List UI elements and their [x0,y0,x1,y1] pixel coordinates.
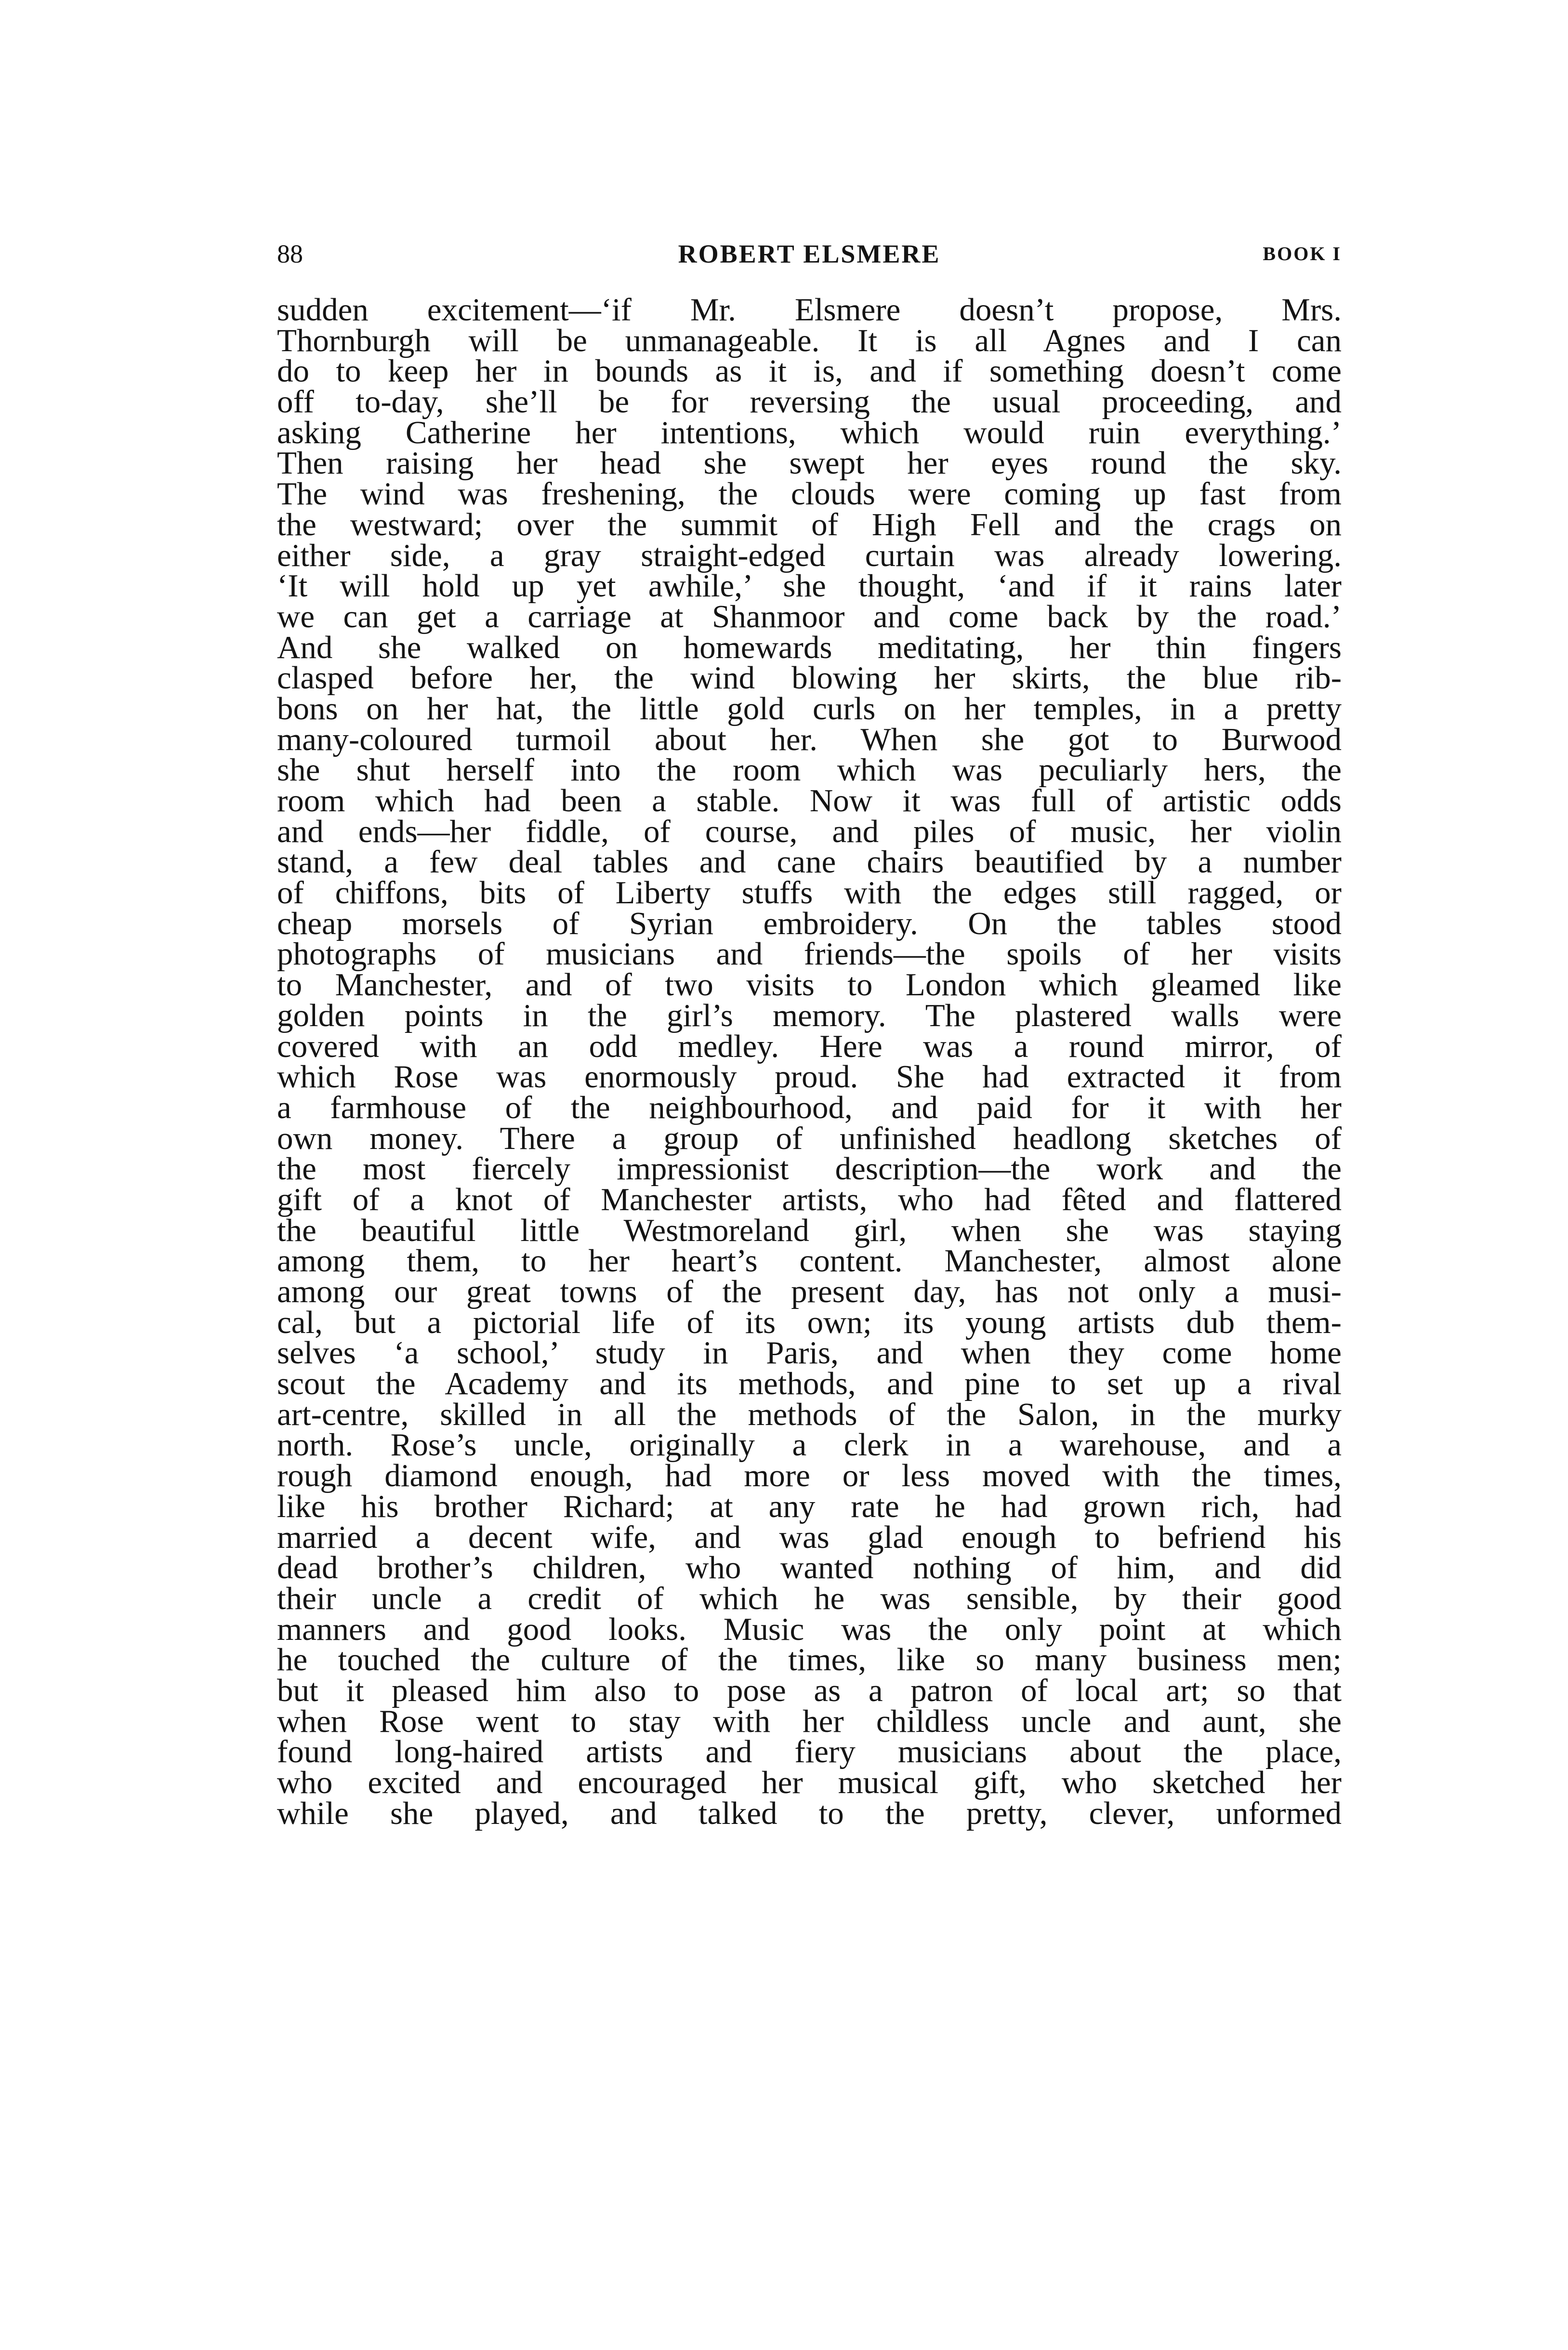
text-line: among our great towns of the present day, has not only a musi- [277,1274,1342,1309]
book-marker: BOOK I [1263,243,1342,264]
text-line: art-centre, skilled in all the methods of the Salon, in the murky [277,1396,1342,1432]
text-line: Thornburgh will be unmanageable. It is all Agnes and I can [277,322,1342,358]
text-line: sudden excitement—‘if Mr. Elsmere doesn’t propose, Mrs. [277,292,1342,328]
text-line: she shut herself into the room which was peculiarly hers, the [277,752,1342,788]
text-line: do to keep her in bounds as it is, and if something doesn’t come [277,353,1342,389]
running-title: ROBERT ELSMERE [678,239,941,268]
text-line: room which had been a stable. Now it was full of artistic odds [277,783,1342,819]
text-line: photographs of musicians and friends—the spoils of her visits [277,936,1342,972]
text-line: while she played, and talked to the pretty, clever, unformed [277,1795,1342,1831]
text-line: when Rose went to stay with her childless uncle and aunt, she [277,1703,1342,1739]
text-line: and ends—her fiddle, of course, and piles of music, her violin [277,813,1342,849]
text-line: stand, a few deal tables and cane chairs beautified by a number [277,844,1342,880]
text-line: many-coloured turmoil about her. When she got to Burwood [277,721,1342,757]
text-line: own money. There a group of unfinished headlong sketches of [277,1120,1342,1156]
text-line: cheap morsels of Syrian embroidery. On the tables stood [277,905,1342,941]
text-line: golden points in the girl’s memory. The plastered walls were [277,997,1342,1033]
text-line: covered with an odd medley. Here was a round mirror, of [277,1028,1342,1064]
text-line: the westward; over the summit of High Fell and the crags on [277,506,1342,542]
text-line: married a decent wife, and was glad enough to befriend his [277,1519,1342,1555]
text-line: to Manchester, and of two visits to London which gleamed like [277,967,1342,1003]
text-line: gift of a knot of Manchester artists, who had fêted and flattered [277,1181,1342,1217]
text-line: of chiffons, bits of Liberty stuffs with the edges still ragged, or [277,875,1342,911]
text-line: the beautiful little Westmoreland girl, when she was staying [277,1212,1342,1248]
text-line: rough diamond enough, had more or less moved with the times, [277,1458,1342,1494]
text-line: asking Catherine her intentions, which would ruin everything.’ [277,414,1342,450]
text-line: And she walked on homewards meditating, her thin fingers [277,629,1342,665]
text-line: either side, a gray straight-edged curtain was already lowering. [277,537,1342,573]
text-line: manners and good looks. Music was the only point at which [277,1611,1342,1647]
text-line: he touched the culture of the times, like so many business men; [277,1642,1342,1678]
text-line: who excited and encouraged her musical gift, who sketched her [277,1765,1342,1800]
text-line: cal, but a pictorial life of its own; its young artists dub them- [277,1304,1342,1340]
text-line: bons on her hat, the little gold curls on her temples, in a pretty [277,690,1342,726]
text-line: ‘It will hold up yet awhile,’ she thought, ‘and if it rains later [277,568,1342,604]
text-line: north. Rose’s uncle, originally a clerk in a warehouse, and a [277,1427,1342,1463]
running-head [277,237,1342,271]
text-line: The wind was freshening, the clouds were coming up fast from [277,476,1342,512]
text-line: but it pleased him also to pose as a patron of local art; so that [277,1672,1342,1708]
text-line: selves ‘a school,’ study in Paris, and when they come home [277,1335,1342,1371]
text-line: like his brother Richard; at any rate he had grown rich, had [277,1488,1342,1524]
page-number: 88 [277,239,303,268]
text-line: the most fiercely impressionist description—the work and the [277,1151,1342,1187]
text-line: their uncle a credit of which he was sensible, by their good [277,1580,1342,1616]
text-line: among them, to her heart’s content. Manchester, almost alone [277,1243,1342,1279]
text-line: clasped before her, the wind blowing her skirts, the blue rib- [277,660,1342,696]
body-text [277,292,1342,1831]
text-line: which Rose was enormously proud. She had extracted it from [277,1059,1342,1095]
text-line: scout the Academy and its methods, and pine to set up a rival [277,1366,1342,1402]
text-line: Then raising her head she swept her eyes round the sky. [277,445,1342,481]
text-line: we can get a carriage at Shanmoor and come back by the road.’ [277,598,1342,634]
text-line: a farmhouse of the neighbourhood, and paid for it with her [277,1089,1342,1125]
text-line: off to-day, she’ll be for reversing the usual proceeding, and [277,384,1342,420]
text-line: found long-haired artists and fiery musicians about the place, [277,1734,1342,1770]
text-line: dead brother’s children, who wanted nothing of him, and did [277,1550,1342,1586]
